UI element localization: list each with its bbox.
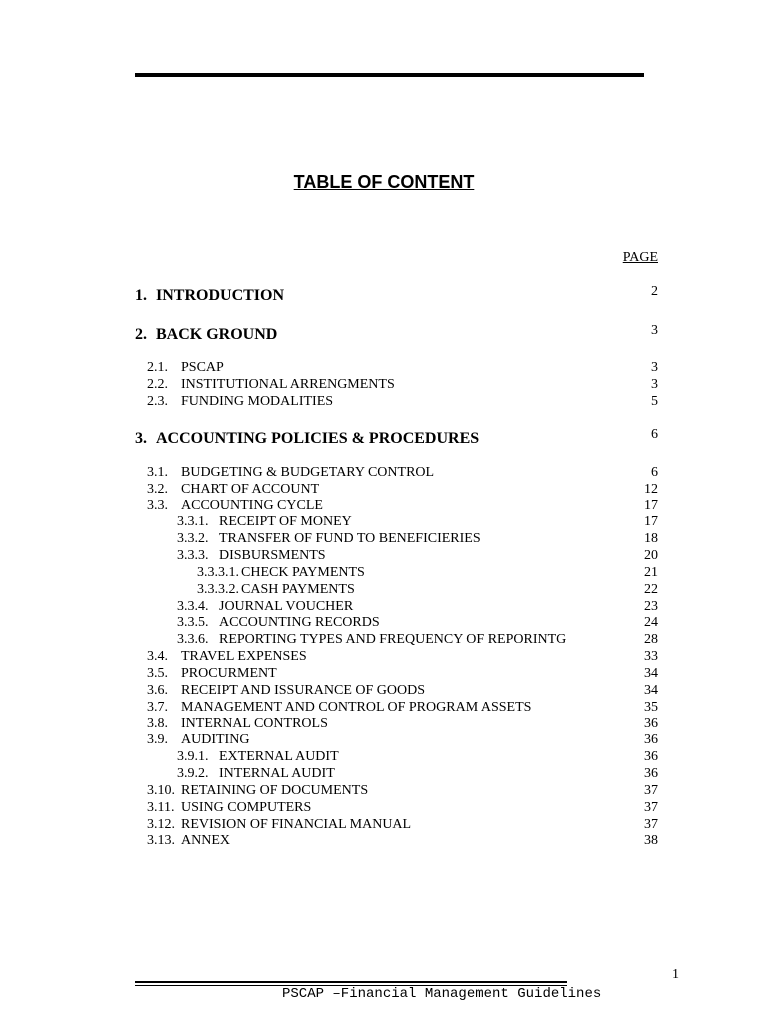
footer-rule (135, 981, 567, 983)
toc-entry-3-3-1 (0, 514, 768, 532)
toc-entry-number: 3.3.4. (177, 599, 209, 614)
toc-entry-3-3-2 (0, 531, 768, 549)
toc-entry-3-1 (0, 465, 768, 483)
toc-entry-page: 20 (644, 548, 658, 563)
toc-entry-page: 6 (651, 427, 658, 442)
toc-entry-page: 3 (651, 377, 658, 392)
toc-entry-label: ACCOUNTING POLICIES & PROCEDURES (156, 430, 480, 447)
toc-entry-label: USING COMPUTERS (181, 800, 312, 815)
toc-entry-page: 23 (644, 599, 658, 614)
toc-entry-page: 2 (651, 284, 658, 299)
toc-entry-page: 18 (644, 531, 658, 546)
toc-entry-number: 3.3.3. (177, 548, 209, 563)
toc-entry-3-3-5 (0, 615, 768, 633)
header-rule (135, 73, 644, 77)
toc-entry-3-9-1 (0, 749, 768, 767)
toc-entry-label: BACK GROUND (156, 326, 278, 343)
toc-entry-number: 3.2. (147, 482, 168, 497)
toc-entry-label: MANAGEMENT AND CONTROL OF PROGRAM ASSETS (181, 700, 532, 715)
toc-entry-number: 3.3.3.2. (197, 582, 239, 597)
toc-entry-2-1 (0, 360, 768, 378)
toc-entry-label: PROCURMENT (181, 666, 277, 681)
toc-entry-page: 36 (644, 766, 658, 781)
toc-entry-label: CHECK PAYMENTS (241, 565, 365, 580)
footer-text: PSCAP –Financial Management Guidelines (282, 986, 602, 1002)
toc-entry-label: INTERNAL AUDIT (219, 766, 335, 781)
toc-entry-page: 37 (644, 783, 658, 798)
toc-entry-page: 34 (644, 666, 658, 681)
toc-entry-label: INTERNAL CONTROLS (181, 716, 328, 731)
toc-entry-number: 3.3. (147, 498, 168, 513)
toc-entry-number: 2.1. (147, 360, 168, 375)
toc-entry-page: 36 (644, 732, 658, 747)
toc-entry-label: TRAVEL EXPENSES (181, 649, 307, 664)
toc-entry-3-3-3-2 (0, 582, 768, 600)
toc-entry-page: 37 (644, 817, 658, 832)
page-number: 1 (672, 967, 679, 982)
toc-entry-page: 17 (644, 498, 658, 513)
toc-entry-number: 3.8. (147, 716, 168, 731)
toc-entry-label: DISBURSMENTS (219, 548, 326, 563)
toc-entry-label: CASH PAYMENTS (241, 582, 355, 597)
toc-entry-3-3-6 (0, 632, 768, 650)
toc-entry-label: REVISION OF FINANCIAL MANUAL (181, 817, 412, 832)
toc-entry-3-4 (0, 649, 768, 667)
toc-entry-number: 2. (135, 326, 147, 343)
toc-entry-label: CHART OF ACCOUNT (181, 482, 320, 497)
toc-entry-2 (0, 323, 768, 345)
toc-entry-label: ANNEX (181, 833, 230, 848)
toc-entry-label: ACCOUNTING CYCLE (181, 498, 323, 513)
toc-entry-number: 3.1. (147, 465, 168, 480)
toc-entry-number: 3.4. (147, 649, 168, 664)
toc-entry-label: INSTITUTIONAL ARRENGMENTS (181, 377, 395, 392)
toc-entry-2-2 (0, 377, 768, 395)
toc-entry-3-11 (0, 800, 768, 818)
toc-entry-3 (0, 427, 768, 449)
toc-entry-label: BUDGETING & BUDGETARY CONTROL (181, 465, 435, 480)
toc-entry-3-10 (0, 783, 768, 801)
toc-entry-number: 3.11. (147, 800, 175, 815)
toc-entry-page: 35 (644, 700, 658, 715)
toc-entry-3-6 (0, 683, 768, 701)
toc-entry-page: 3 (651, 323, 658, 338)
toc-entry-page: 12 (644, 482, 658, 497)
toc-entry-2-3 (0, 394, 768, 412)
toc-entry-3-9 (0, 732, 768, 750)
toc-entry-page: 3 (651, 360, 658, 375)
toc-entry-number: 2.3. (147, 394, 168, 409)
toc-entry-3-3-3-1 (0, 565, 768, 583)
toc-entry-page: 38 (644, 833, 658, 848)
toc-entry-label: FUNDING MODALITIES (181, 394, 334, 409)
toc-entry-number: 3.3.2. (177, 531, 209, 546)
toc-entry-page: 37 (644, 800, 658, 815)
toc-entry-label: EXTERNAL AUDIT (219, 749, 339, 764)
toc-entry-label: TRANSFER OF FUND TO BENEFICIERIES (219, 531, 481, 546)
toc-entry-page: 6 (651, 465, 658, 480)
toc-entry-page: 17 (644, 514, 658, 529)
toc-entry-page: 36 (644, 716, 658, 731)
toc-entry-number: 3.13. (147, 833, 175, 848)
page-column-heading: PAGE (622, 250, 658, 265)
toc-entry-label: JOURNAL VOUCHER (219, 599, 354, 614)
toc-entry-page: 21 (644, 565, 658, 580)
toc-entry-page: 5 (651, 394, 658, 409)
toc-entry-3-9-2 (0, 766, 768, 784)
toc-entry-page: 34 (644, 683, 658, 698)
toc-entry-page: 22 (644, 582, 658, 597)
toc-entry-label: RETAINING OF DOCUMENTS (181, 783, 369, 798)
toc-entry-number: 3.7. (147, 700, 168, 715)
toc-entry-page: 36 (644, 749, 658, 764)
toc-entry-number: 3.3.3.1. (197, 565, 239, 580)
toc-entry-number: 3.6. (147, 683, 168, 698)
toc-entry-page: 24 (644, 615, 658, 630)
toc-entry-number: 3.12. (147, 817, 175, 832)
toc-entry-number: 3.9. (147, 732, 168, 747)
toc-entry-label: PSCAP (181, 360, 224, 375)
toc-entry-label: RECEIPT AND ISSURANCE OF GOODS (181, 683, 426, 698)
toc-entry-label: INTRODUCTION (156, 287, 285, 304)
toc-entry-3-13 (0, 833, 768, 851)
toc-entry-label: REPORTING TYPES AND FREQUENCY OF REPORINTG (219, 632, 567, 647)
toc-entry-number: 3.9.1. (177, 749, 209, 764)
toc-entry-number: 3.5. (147, 666, 168, 681)
toc-entry-number: 1. (135, 287, 147, 304)
document-title: TABLE OF CONTENT (293, 172, 475, 192)
toc-entry-label: RECEIPT OF MONEY (219, 514, 352, 529)
toc-entry-number: 3.3.5. (177, 615, 209, 630)
toc-entry-number: 3.3.1. (177, 514, 209, 529)
toc-entry-number: 2.2. (147, 377, 168, 392)
toc-entry-number: 3.9.2. (177, 766, 209, 781)
toc-entry-page: 28 (644, 632, 658, 647)
toc-entry-page: 33 (644, 649, 658, 664)
toc-entry-3-5 (0, 666, 768, 684)
toc-entry-number: 3.3.6. (177, 632, 209, 647)
toc-entry-1 (0, 284, 768, 306)
toc-entry-number: 3.10. (147, 783, 175, 798)
toc-entry-3-3-3 (0, 548, 768, 566)
toc-entry-number: 3. (135, 430, 147, 447)
toc-entry-label: AUDITING (181, 732, 250, 747)
toc-entry-label: ACCOUNTING RECORDS (219, 615, 380, 630)
